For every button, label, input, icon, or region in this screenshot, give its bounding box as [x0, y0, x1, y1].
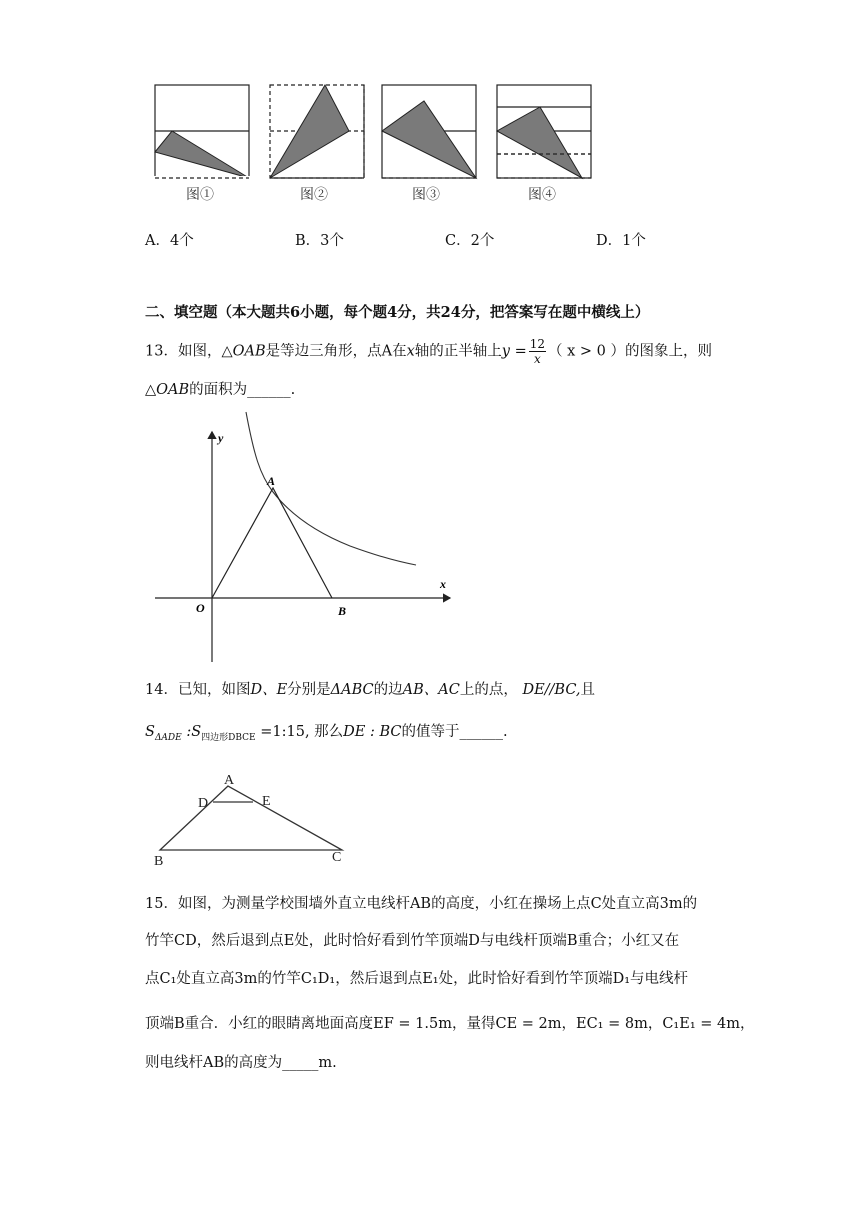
label-a: A	[267, 474, 276, 488]
label-y: y	[218, 431, 224, 445]
q13-x-var: x	[406, 343, 415, 360]
q14-text-d: 上的点，	[459, 682, 518, 698]
q13-frac-num: 12	[529, 337, 546, 351]
q14-ratio: DE : BC	[343, 724, 402, 740]
q14-sub2: 四边形DBCE	[201, 732, 256, 743]
q14-line2	[145, 722, 508, 748]
q15-line2: 竹竿CD，然后退到点E处，此时恰好看到竹竿顶端D与电线杆顶端B重合；小红又在	[145, 933, 680, 949]
q14-points: D、E	[250, 682, 288, 698]
q15-line5: 则电线杆AB的高度为_____m.	[145, 1055, 337, 1071]
triangle-abc	[160, 786, 342, 850]
q14-s1: S	[145, 724, 155, 740]
label-e: E	[262, 794, 271, 809]
figure-2	[270, 85, 364, 178]
q14-blank-text: 的值等于______.	[401, 724, 508, 740]
label-a: A	[224, 773, 235, 788]
option-b[interactable]: B．3个	[295, 233, 344, 249]
q13-fraction	[529, 337, 546, 366]
figure-1-caption: 图①	[186, 187, 214, 203]
label-o: O	[196, 601, 205, 615]
figure-3	[382, 85, 476, 178]
q13-condition: （ x > 0 ）	[548, 343, 626, 360]
q13-eq-lhs: y =	[501, 343, 527, 360]
option-c[interactable]: C．2个	[445, 233, 495, 249]
q14-text-b: 分别是	[287, 682, 331, 698]
label-b: B	[154, 854, 164, 868]
q14-ratio-text: =1:15, 那么	[255, 724, 344, 740]
q13-line1	[145, 337, 712, 366]
q14-text-c: 的边	[373, 682, 403, 698]
figure-2-caption: 图②	[300, 187, 328, 203]
figure-3-caption: 图③	[412, 187, 440, 203]
q13-text-a: 13．如图，	[145, 343, 222, 360]
figure-1	[154, 85, 250, 180]
q14-sub1: ΔADE	[154, 732, 182, 743]
label-d: D	[198, 796, 209, 811]
q13-blank-text: 的面积为______.	[189, 382, 296, 398]
q13-figure	[150, 410, 460, 665]
q14-triangle: ΔABC	[330, 682, 374, 698]
q13-text-c: 轴的正半轴上	[414, 343, 502, 360]
q14-line1	[145, 680, 595, 700]
q15-line3: 点C₁处直立高3m的竹竿C₁D₁，然后退到点E₁处，此时恰好看到竹竿顶端D₁与电线杆	[145, 971, 689, 987]
label-c: C	[332, 850, 342, 865]
q14-figure	[150, 768, 350, 868]
figure-4	[497, 85, 591, 178]
q13-frac-den: x	[534, 352, 541, 366]
q13-text-d: 的图象上，则	[625, 343, 713, 360]
q14-s2: :S	[181, 724, 202, 740]
q13-triangle-2: △OAB	[145, 382, 190, 398]
q15-line4: 顶端B重合．小红的眼睛离地面高度EF = 1.5m，量得CE = 2m，EC₁ = 8m，C₁E₁ = 4m，	[145, 1016, 755, 1032]
option-d[interactable]: D．1个	[596, 233, 646, 249]
q14-text-a: 14．已知，如图	[145, 682, 251, 698]
section-title: 二、填空题（本大题共6小题，每个题4分，共24分，把答案写在题中横线上）	[145, 304, 650, 321]
q13-triangle: △OAB	[221, 343, 266, 360]
triangle-oab	[212, 488, 332, 598]
q13-text-b: 是等边三角形，点A在	[265, 343, 407, 360]
q13-line2	[145, 380, 295, 400]
hyperbola-curve	[246, 412, 416, 565]
label-b: B	[338, 604, 347, 618]
q14-text-e: 且	[580, 682, 596, 698]
figure-4-caption: 图④	[528, 187, 556, 203]
q14-sides: AB、AC	[402, 682, 460, 698]
option-a[interactable]: A．4个	[145, 233, 194, 249]
q14-parallel: DE//BC,	[522, 682, 581, 698]
q15-line1: 15．如图，为测量学校围墙外直立电线杆AB的高度，小红在操场上点C处直立高3m的	[145, 896, 698, 912]
label-x: x	[440, 577, 446, 591]
